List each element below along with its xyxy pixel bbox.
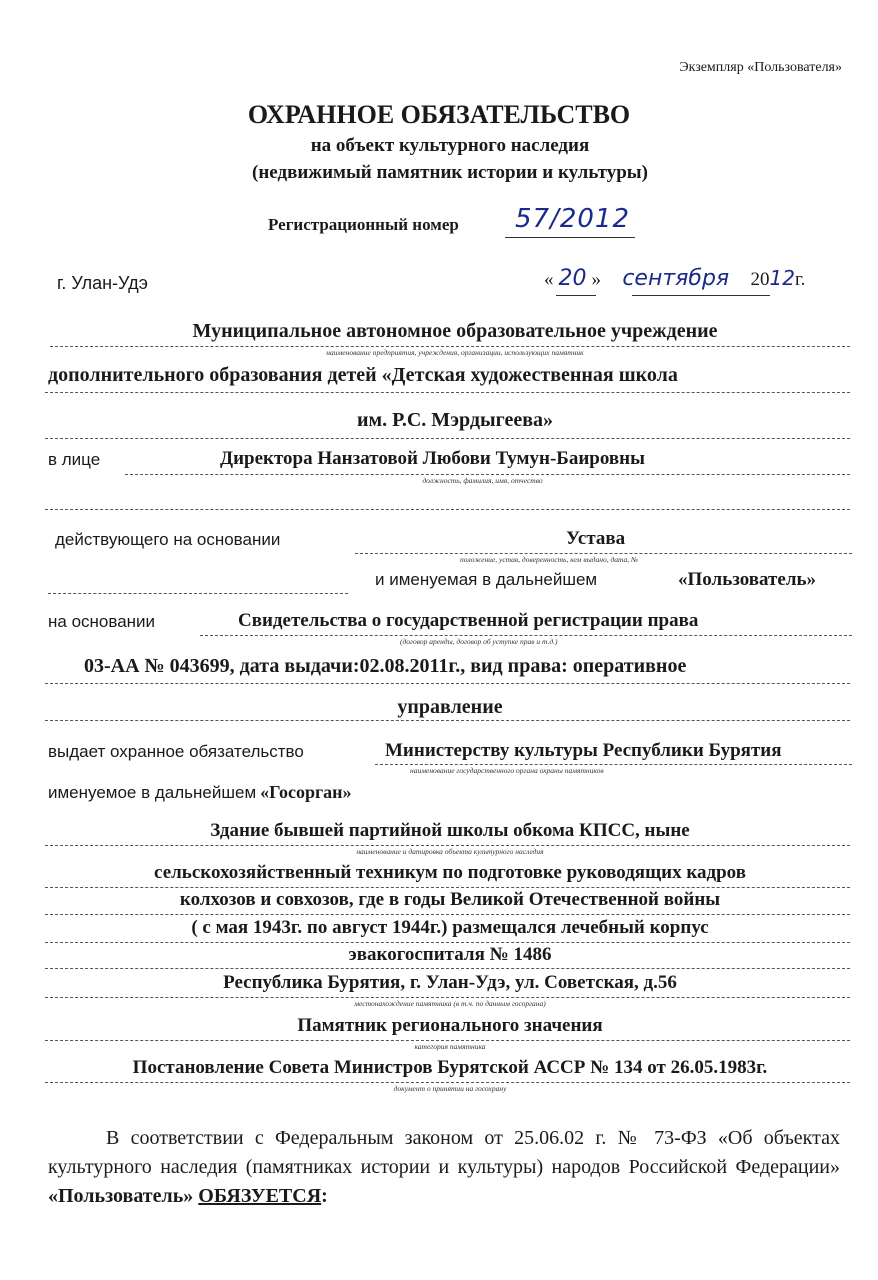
issuer-value: Министерству культуры Республики Бурятия <box>385 740 782 761</box>
location-rule <box>45 997 850 998</box>
basis-value: Устава <box>566 528 626 549</box>
document-value: Постановление Совета Министров Бурятской АССР № 134 от 26.05.1983г. <box>132 1057 768 1078</box>
reg-number-value: 57/2012 <box>515 204 631 234</box>
basis-rule <box>355 553 852 554</box>
org-line-1: Муниципальное автономное образовательное учреждение <box>192 320 718 342</box>
location-hint: местонахождение памятника (в т.ч. по данным госоргана) <box>354 999 546 1008</box>
document-subtitle-2: (недвижимый памятник истории и культуры) <box>252 162 648 183</box>
document-title: ОХРАННОЕ ОБЯЗАТЕЛЬСТВО <box>247 100 631 129</box>
object-hint: наименование и датировка объекта культурного наследия <box>356 847 544 856</box>
date-year-suffix: 12 <box>769 266 795 290</box>
reg-number-label: Регистрационный номер <box>268 215 459 234</box>
object-line-2-rule <box>45 887 850 888</box>
closing-colon: : <box>321 1185 328 1207</box>
document-rule <box>45 1082 850 1083</box>
person-rule <box>125 474 850 475</box>
date-day-underline <box>556 295 596 296</box>
org-line-3-rule <box>45 438 850 439</box>
category-hint: категория памятника <box>414 1042 486 1051</box>
date-open-quote: « <box>544 269 554 290</box>
reg-number-underline <box>505 237 635 238</box>
date-year-prefix: 20 <box>750 269 770 290</box>
category-value: Памятник регионального значения <box>297 1015 603 1036</box>
object-line-3-rule <box>45 914 850 915</box>
org-line-3: им. Р.С. Мэрдыгеева» <box>356 409 554 431</box>
issuer-hint: наименование государственного органа охраны памятников <box>410 766 604 775</box>
right-basis-label: на основании <box>48 612 156 631</box>
object-line-1-rule <box>45 845 850 846</box>
date-month-underline <box>632 295 770 296</box>
right-basis-value: Свидетельства о государственной регистрации права <box>238 610 699 631</box>
location-value: Республика Бурятия, г. Улан-Удэ, ул. Советская, д.56 <box>223 972 677 993</box>
basis-label: действующего на основании <box>55 530 281 549</box>
object-line-1: Здание бывшей партийной школы обкома КПСС, ныне <box>210 820 690 841</box>
document-hint: документ о принятии на госохрану <box>393 1084 507 1093</box>
date-close-quote: » <box>591 269 601 290</box>
gosorgan-label: именуемое в дальнейшем <box>48 783 257 802</box>
issuer-label: выдает охранное обязательство <box>48 742 304 761</box>
person-hint: должность, фамилия, имя, отчество <box>422 476 543 485</box>
basis-hint: положение, устав, доверенность, кем выдано, дата, № <box>460 555 639 564</box>
closing-obliges: ОБЯЗУЕТСЯ <box>198 1185 322 1207</box>
object-line-4-rule <box>45 942 850 943</box>
object-line-4: ( с мая 1943г. по август 1944г.) размещался лечебный корпус <box>191 917 709 938</box>
org-line-1-rule <box>50 346 850 347</box>
city: г. Улан-Удэ <box>57 273 148 293</box>
person-value: Директора Нанзатовой Любови Тумун-Баировны <box>220 448 645 469</box>
gosorgan-value: «Госорган» <box>260 782 352 802</box>
document-subtitle-1: на объект культурного наследия <box>310 135 590 156</box>
date-day: 20 <box>558 266 587 291</box>
object-line-2: сельскохозяйственный техникум по подготовке руководящих кадров <box>154 862 746 883</box>
copy-note: Экземпляр «Пользователя» <box>679 60 842 75</box>
category-rule <box>45 1040 850 1041</box>
date-month: сентября <box>622 266 730 291</box>
person-rule-2 <box>45 509 850 510</box>
right-basis-line-2: 03-АА № 043699, дата выдачи:02.08.2011г., вид права: оперативное <box>84 655 687 677</box>
person-label: в лице <box>48 450 101 469</box>
named-left-rule <box>48 593 348 594</box>
date-year-end: г. <box>794 269 806 290</box>
org-hint: наименование предприятия, учреждения, организации, использующих памятник <box>326 348 584 357</box>
date <box>544 266 805 291</box>
object-line-5: эвакогоспиталя № 1486 <box>348 944 552 965</box>
org-line-2: дополнительного образования детей «Детская художественная школа <box>48 364 678 386</box>
right-basis-line-3-rule <box>45 720 850 721</box>
right-basis-line-3: управление <box>397 696 503 718</box>
closing-text: В соответствии с Федеральным законом от 25.06.02 г. № 73-ФЗ «Об объектах культурного наследия (памятниках истории и культуры) народов Российской Федерации» <box>48 1127 840 1178</box>
issuer-rule <box>375 764 852 765</box>
gosorgan-line <box>48 782 352 803</box>
right-basis-rule <box>200 635 852 636</box>
right-basis-line-2-rule <box>45 683 850 684</box>
closing-paragraph <box>48 1124 840 1211</box>
object-line-3: колхозов и совхозов, где в годы Великой Отечественной войны <box>179 889 721 910</box>
right-basis-hint: (договор аренды, договор об уступке прав и т.д.) <box>400 637 558 646</box>
named-value: «Пользователь» <box>678 569 817 590</box>
closing-user: «Пользователь» <box>48 1185 194 1207</box>
org-line-2-rule <box>45 392 850 393</box>
named-label: и именуемая в дальнейшем <box>375 570 598 589</box>
object-line-5-rule <box>45 968 850 969</box>
